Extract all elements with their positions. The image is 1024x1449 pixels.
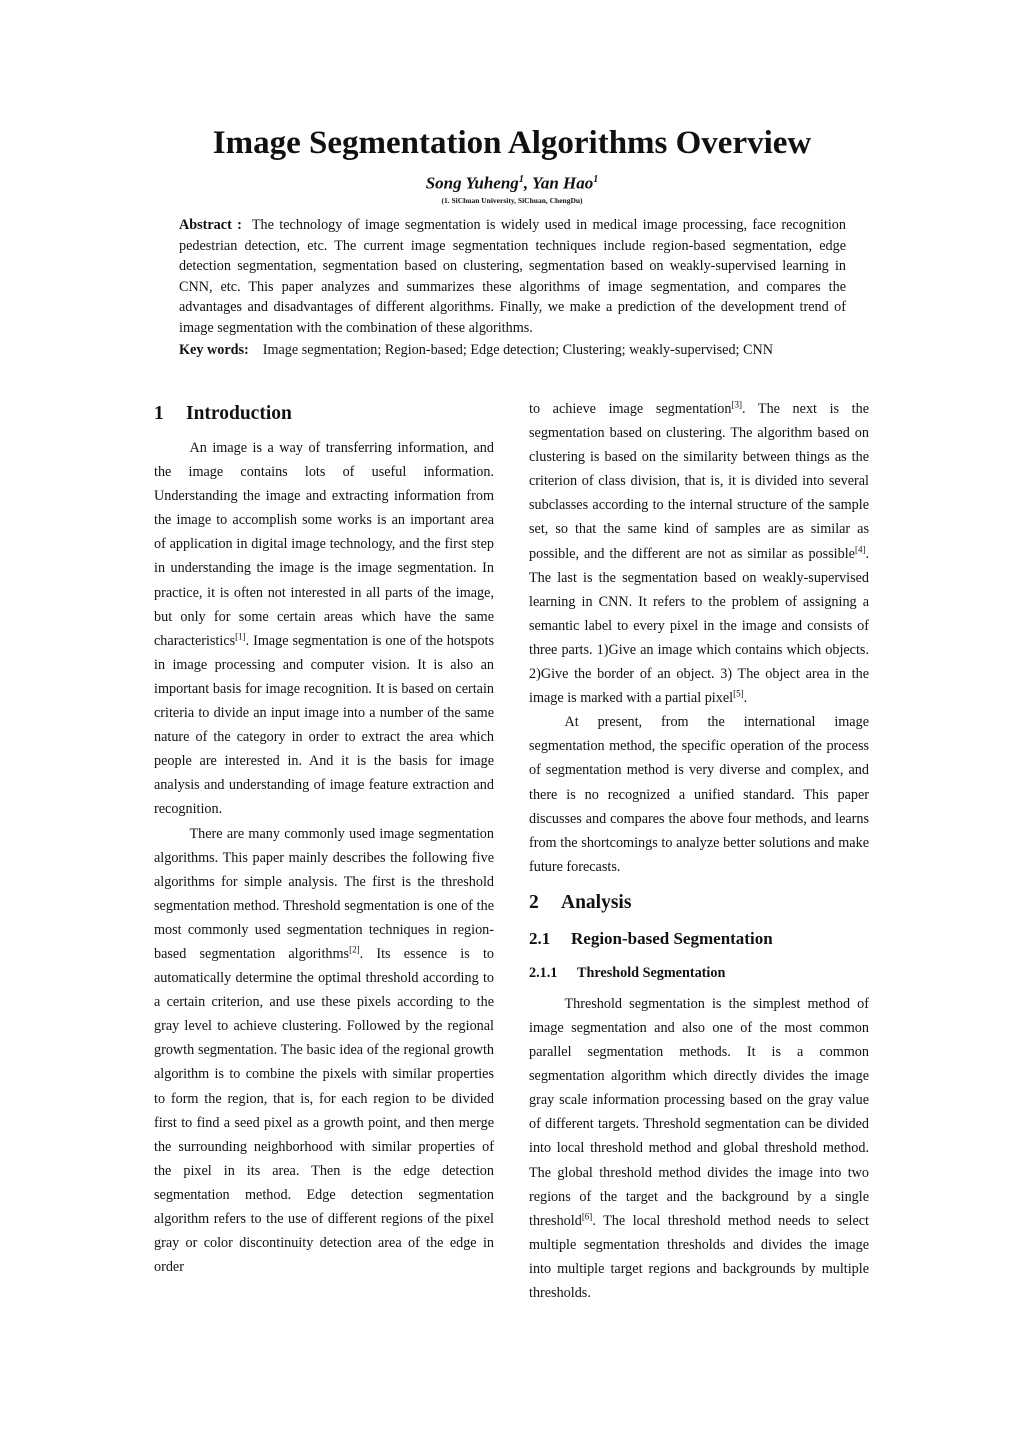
paragraph-text: An image is a way of transferring information, and the image contains lots of useful information. Understanding the image and extracting information from the image to accomplish some works is an important area of application in digital image technology, and the first step in understanding the image is the image segmentation. In practice, it is often not interested in all parts of the image, but only for some certain areas which have the same characteristics xyxy=(154,440,494,649)
author-1-affil-mark: 1 xyxy=(518,174,524,185)
author-separator: , xyxy=(523,173,533,193)
paragraph xyxy=(529,992,869,1305)
citation: [5] xyxy=(733,688,744,699)
right-column xyxy=(529,397,869,1305)
paragraph-text: . Image segmentation is one of the hotspots in image processing and computer vision. It is also an important basis for image recognition. It is based on certain criteria to divide an input image into a number of the same nature of the category in order to extract the area which people are interested in. And it is the basis for image analysis and understanding of image feature extraction and recognition. xyxy=(154,632,494,818)
section-heading-analysis xyxy=(529,889,869,917)
section-heading-introduction xyxy=(154,400,494,428)
paragraph-text: There are many commonly used image segmentation algorithms. This paper mainly describes the following five algorithms for simple analysis. The first is the threshold segmentation method. Threshold segmentation is one of the most commonly used segmentation techniques in region-based segmentation algorithms xyxy=(154,825,494,962)
citation: [3] xyxy=(731,399,742,410)
paragraph-text: to achieve image segmentation xyxy=(529,401,732,417)
subsubsection-heading xyxy=(529,962,869,984)
citation: [4] xyxy=(854,543,866,554)
keywords xyxy=(179,340,879,360)
abstract-text: The technology of image segmentation is widely used in medical image processing, face recognition pedestrian detection, etc. The current image segmentation techniques include region-based segmentation, edge detection segmentation, segmentation based on clustering, segmentation based on weakly-supervised learning in CNN, etc. This paper analyzes and summarizes these algorithms of image segmentation, and compares the advantages and disadvantages of different algorithms. Finally, we make a prediction of the development trend of image segmentation with the combination of these algorithms. xyxy=(179,217,846,336)
citation: [2] xyxy=(349,944,360,955)
paragraph-text: . xyxy=(743,690,748,707)
author-2-affil-mark: 1 xyxy=(593,174,599,185)
author-2: Yan Hao xyxy=(532,173,594,193)
paragraph-text: . The last is the segmentation based on weakly-supervised learning in CNN. It refers to the problem of assigning a semantic label to every pixel in the image and consists of three parts. 1)Give an image which contains which objects. 2)Give the border of an object. 3) The object area in the image is marked with a partial pixel xyxy=(529,545,869,707)
abstract-label: Abstract : xyxy=(179,217,242,233)
subsection-number: 2.1 xyxy=(529,928,551,948)
section-number: 2 xyxy=(529,891,539,913)
section-title: Analysis xyxy=(561,891,632,913)
section-number: 1 xyxy=(154,403,164,424)
section-title: Introduction xyxy=(186,403,292,424)
subsubsection-number: 2.1.1 xyxy=(529,964,558,981)
author-1: Song Yuheng xyxy=(425,173,519,193)
keywords-text: Image segmentation; Region-based; Edge detection; Clustering; weakly-supervised; CNN xyxy=(262,342,773,358)
citation: [6] xyxy=(581,1210,593,1221)
paragraph-text: . The local threshold method needs to select multiple segmentation thresholds and divides the image into multiple target regions and backgrounds by multiple thresholds. xyxy=(529,1212,869,1301)
keywords-label: Key words: xyxy=(179,342,249,358)
affiliation: (1. SiChuan University, SiChuan, ChengDu) xyxy=(441,196,583,205)
paragraph-continued xyxy=(529,397,869,710)
citation: [1] xyxy=(235,631,246,642)
abstract xyxy=(179,215,846,339)
paragraph-text: . Its essence is to automatically determine the optimal threshold according to a certain criterion, and use these pixels according to the gray level to achieve clustering. Followed by the regional growth segmentation. The basic idea of the regional growth algorithm is to combine the pixels with similar properties to form the region, that is, for each region to be divided first to find a seed pixel as a growth point, and then merge the surrounding neighborhood with similar properties of the pixel in its area. Then is the edge detection segmentation method. Edge detection segmentation algorithm refers to the use of different regions of the pixel gray or color discontinuity detection area of the edge in order xyxy=(154,945,495,1276)
paper-title: Image Segmentation Algorithms Overview xyxy=(212,125,812,161)
paragraph-text: Threshold segmentation is the simplest method of image segmentation and also one of the most common parallel segmentation methods. It is a common segmentation algorithm which directly divides the image gray scale information processing based on the gray value of different targets. Threshold segmentation can be divided into local threshold method and global threshold method. The global threshold method divides the image into two regions of the target and the background by a single threshold xyxy=(529,995,869,1229)
paragraph xyxy=(154,436,494,822)
author-line xyxy=(0,168,1024,196)
subsection-title: Region-based Segmentation xyxy=(571,928,773,948)
subsubsection-title: Threshold Segmentation xyxy=(577,964,726,981)
paragraph: At present, from the international image segmentation method, the specific operation of the process of segmentation method is very diverse and complex, and there is no recognized a unified standard. This paper discusses and compares the above four methods, and learns from the shortcomings to analyze better solutions and make future forecasts. xyxy=(529,714,869,875)
paragraph xyxy=(154,822,494,1280)
paragraph-text: . The next is the segmentation based on clustering. The algorithm based on clustering is based on the similarity between things as the criterion of class division, that is, it is divided into several subclasses according to the internal structure of the sample set, so that the same kind of samples are as similar as possible, and the different are not as similar as possible xyxy=(529,401,869,562)
left-column xyxy=(154,400,494,1279)
subsection-heading xyxy=(529,926,869,952)
